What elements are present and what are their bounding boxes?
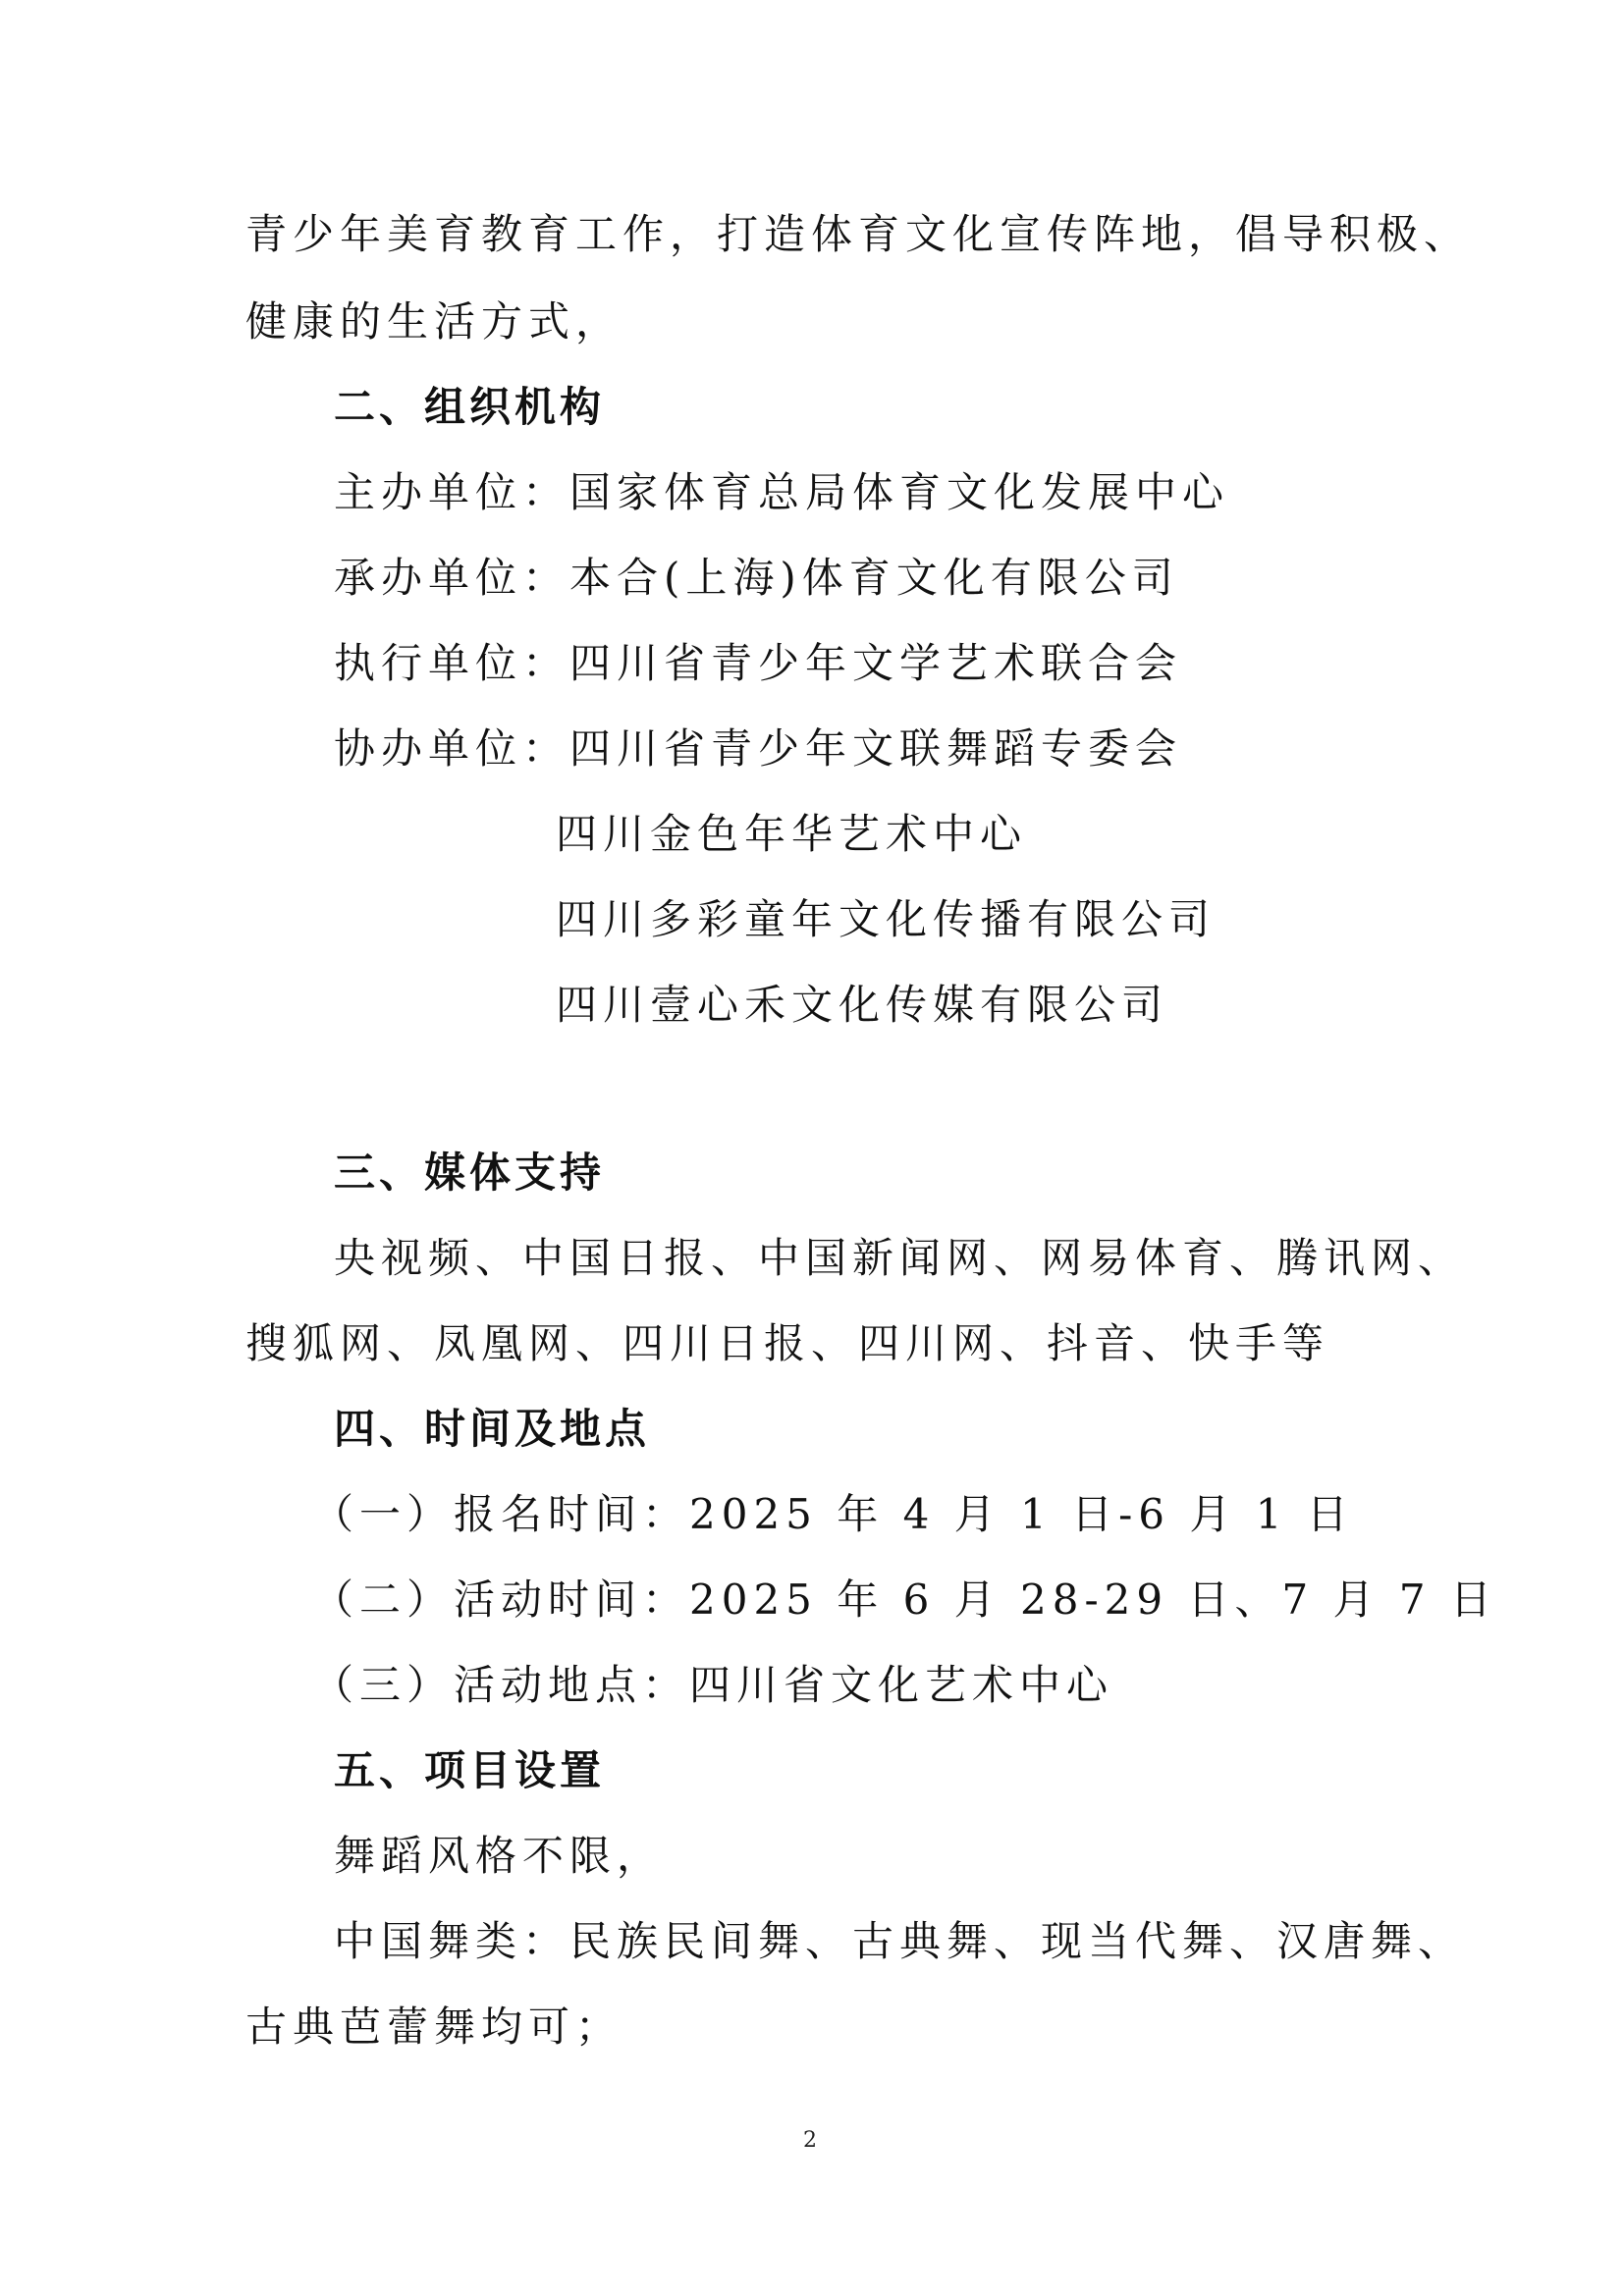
media-line-2: 搜狐网、凤凰网、四川日报、四川网、抖音、快手等 — [245, 1319, 1330, 1367]
section-heading-media: 三、媒体支持 — [334, 1148, 606, 1197]
co-organizer-unit-3: 四川多彩童年文化传播有限公司 — [556, 895, 1217, 943]
co-organizer-unit: 协办单位：四川省青少年文联舞蹈专委会 — [334, 724, 1183, 773]
intro-line-1: 青少年美育教育工作，打造体育文化宣传阵地，倡导积极、 — [245, 210, 1472, 258]
event-time: （二）活动时间：2025 年 6 月 28-29 日、7 月 7 日 — [312, 1575, 1497, 1624]
media-line-1: 央视频、中国日报、中国新闻网、网易体育、腾讯网、 — [334, 1234, 1466, 1282]
host-unit: 主办单位：国家体育总局体育文化发展中心 — [334, 468, 1230, 516]
section-heading-time-place: 四、时间及地点 — [334, 1405, 651, 1453]
organizer-unit: 承办单位：本合(上海)体育文化有限公司 — [334, 554, 1179, 602]
projects-line-2: 中国舞类：民族民间舞、古典舞、现当代舞、汉唐舞、 — [334, 1917, 1466, 1965]
page-number: 2 — [803, 2128, 817, 2153]
executor-unit: 执行单位：四川省青少年文学艺术联合会 — [334, 639, 1183, 687]
registration-time: （一）报名时间：2025 年 4 月 1 日-6 月 1 日 — [312, 1490, 1354, 1538]
projects-line-1: 舞蹈风格不限， — [334, 1832, 665, 1880]
projects-line-3: 古典芭蕾舞均可； — [245, 2002, 623, 2051]
co-organizer-unit-2: 四川金色年华艺术中心 — [556, 810, 1028, 858]
section-heading-projects: 五、项目设置 — [334, 1746, 606, 1794]
co-organizer-unit-4: 四川壹心禾文化传媒有限公司 — [556, 981, 1169, 1029]
intro-line-2: 健康的生活方式， — [245, 297, 623, 346]
section-heading-organization: 二、组织机构 — [334, 383, 606, 431]
event-venue: （三）活动地点：四川省文化艺术中心 — [312, 1661, 1114, 1709]
